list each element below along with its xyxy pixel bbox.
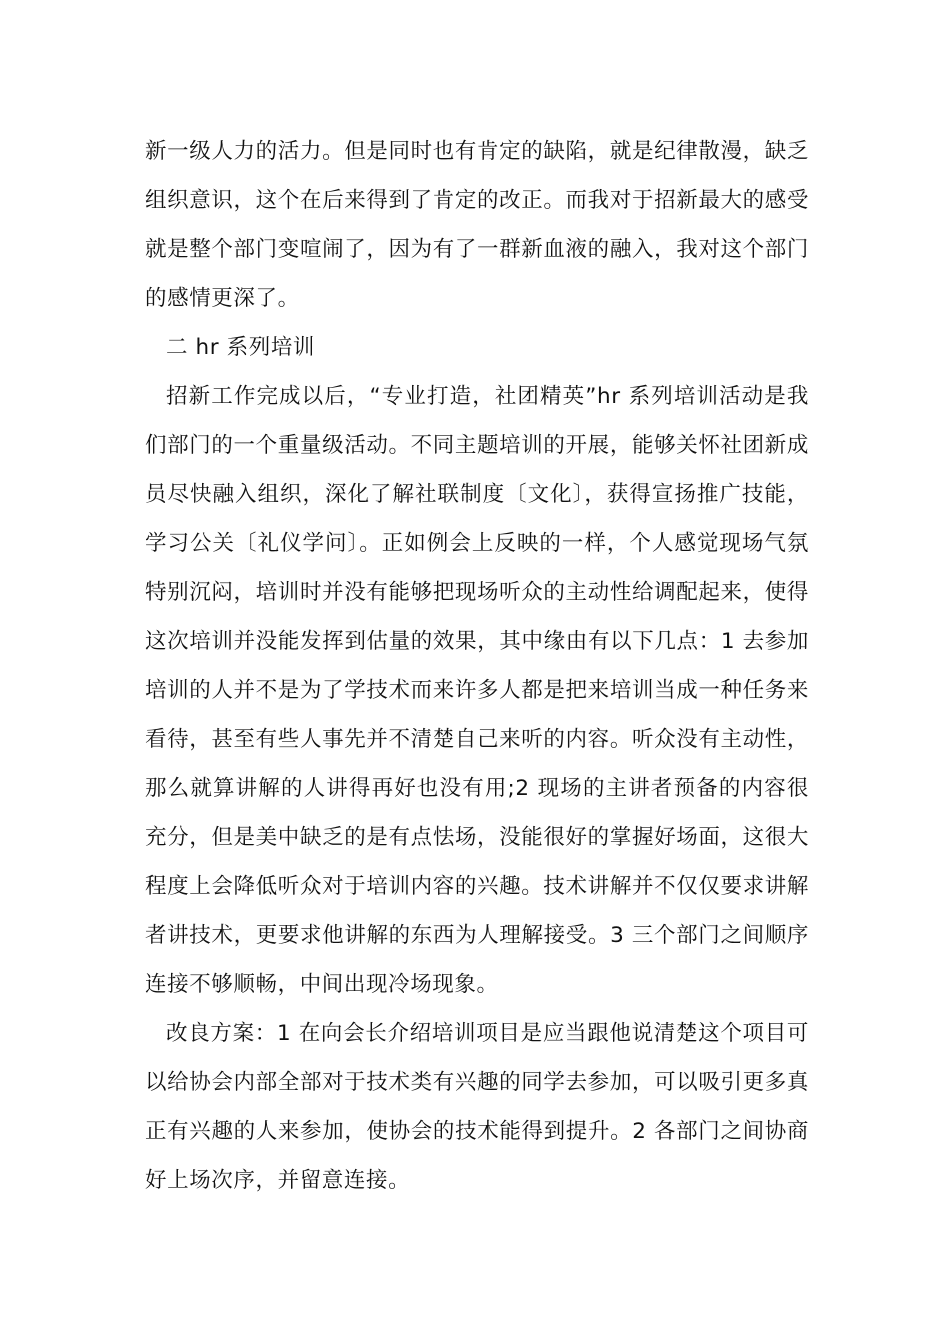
paragraph-training-review: 招新工作完成以后，“专业打造，社团精英”hr 系列培训活动是我们部门的一个重量级活动。不同主题培训的开展，能够关怀社团新成员尽快融入组织，深化了解社联制度〔文化〕，获得宣扬推广技能，学习公关〔礼仪学问〕。正如例会上反映的一样，个人感觉现场气氛特别沉闷，培训时并没有能够把现场听众的主动性给调配起来，使得这次培训并没能发挥到估量的效果，其中缘由有以下几点：1 去参加培训的人并不是为了学技术而来许多人都是把来培训当成一种任务来看待，甚至有些人事先并不清楚自己来听的内容。听众没有主动性，那么就算讲解的人讲得再好也没有用;2 现场的主讲者预备的内容很充分，但是美中缺乏的是有点怯场，没能很好的掌握好场面，这很大程度上会降低听众对于培训内容的兴趣。技术讲解并不仅仅要求讲解者讲技术，更要求他讲解的东西为人理解接受。3 三个部门之间顺序连接不够顺畅，中间出现冷场现象。 bbox=[145, 384, 809, 997]
section-heading-hr-training: 二 hr 系列培训 bbox=[166, 335, 316, 360]
paragraph-intro: 新一级人力的活力。但是同时也有肯定的缺陷，就是纪律散漫，缺乏组织意识，这个在后来得到了肯定的改正。而我对于招新最大的感受就是整个部门变喧闹了，因为有了一群新血液的融入，我对这个部门的感情更深了。 bbox=[145, 139, 809, 311]
paragraph-improvement-plan: 改良方案：1 在向会长介绍培训项目是应当跟他说清楚这个项目可以给协会内部全部对于技术类有兴趣的同学去参加，可以吸引更多真正有兴趣的人来参加，使协会的技术能得到提升。2 各部门之间协商好上场次序，并留意连接。 bbox=[145, 1021, 809, 1193]
document-body bbox=[145, 127, 809, 1205]
